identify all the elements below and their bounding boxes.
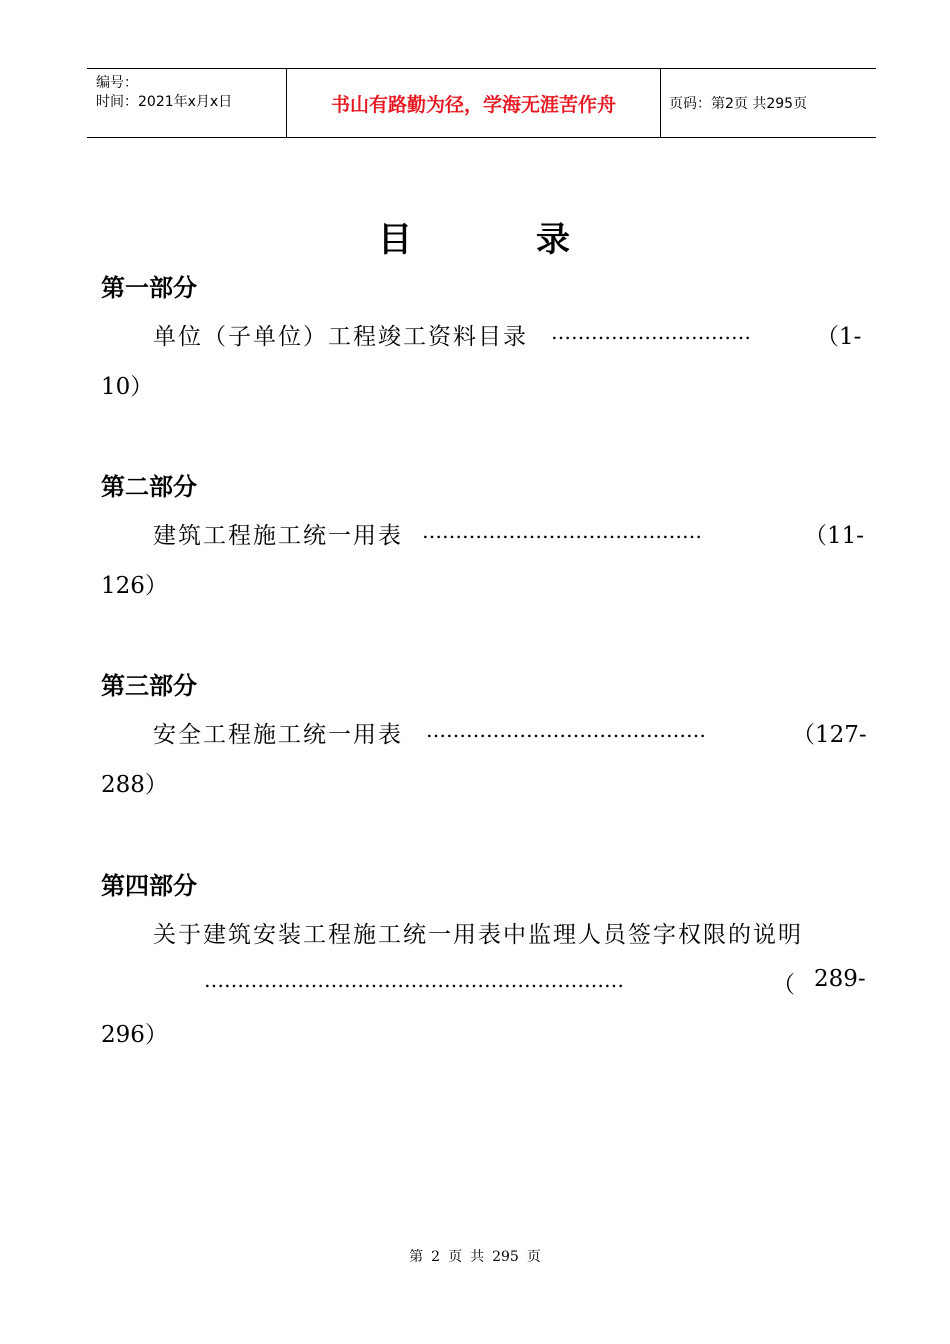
toc-page-range-open: （ xyxy=(772,972,795,998)
part-heading: 第三部分 xyxy=(101,672,197,700)
document-time-label: 时间：2021年x月x日 xyxy=(96,94,233,110)
toc-leader-dots: ………………………… xyxy=(551,320,751,344)
toc-page-range-end: 126） xyxy=(101,573,168,599)
footer-ye-2: 页 xyxy=(526,1249,541,1265)
header-page-info: 页码：第2页 共295页 xyxy=(669,96,808,112)
footer-gong: 共 xyxy=(470,1249,485,1265)
title-char-right: 录 xyxy=(536,220,572,260)
header-motto: 书山有路勤为径，学海无涯苦作舟 xyxy=(330,93,616,116)
toc-page-range-end: 10） xyxy=(101,374,154,400)
toc-page-range-start: （1- xyxy=(816,324,862,350)
part-heading: 第二部分 xyxy=(101,473,197,501)
toc-page-range-end: 288） xyxy=(101,772,168,798)
toc-leader-dots: …………………………………… xyxy=(422,519,702,543)
document-number-label: 编号： xyxy=(96,75,138,91)
toc-page-range-start: 289- xyxy=(814,966,866,992)
header-table xyxy=(87,68,876,138)
header-left-cell xyxy=(87,69,287,137)
toc-page-range-start: （11- xyxy=(804,523,865,549)
footer-di: 第 xyxy=(409,1249,424,1265)
toc-entry-text: 单位（子单位）工程竣工资料目录 xyxy=(153,324,528,350)
page-title xyxy=(0,212,950,261)
header-middle-cell xyxy=(287,69,661,137)
title-char-left: 目 xyxy=(378,220,414,260)
toc-leader-dots: …………………………………… xyxy=(426,718,706,742)
toc-page-range-start: （127- xyxy=(792,722,867,748)
toc-entry-text: 安全工程施工统一用表 xyxy=(153,722,403,748)
toc-entry-text: 关于建筑安装工程施工统一用表中监理人员签字权限的说明 xyxy=(153,922,803,948)
header-right-cell xyxy=(661,69,876,137)
page-footer xyxy=(0,1246,950,1266)
toc-entry-text: 建筑工程施工统一用表 xyxy=(153,523,403,549)
toc-page-range-end: 296） xyxy=(101,1022,168,1048)
part-heading: 第四部分 xyxy=(101,872,197,900)
footer-page-number: 2 xyxy=(431,1249,441,1265)
part-heading: 第一部分 xyxy=(101,274,197,302)
footer-ye: 页 xyxy=(448,1249,463,1265)
toc-leader-dots: ……………………………………………………… xyxy=(204,968,624,992)
footer-total-pages: 295 xyxy=(492,1249,519,1265)
